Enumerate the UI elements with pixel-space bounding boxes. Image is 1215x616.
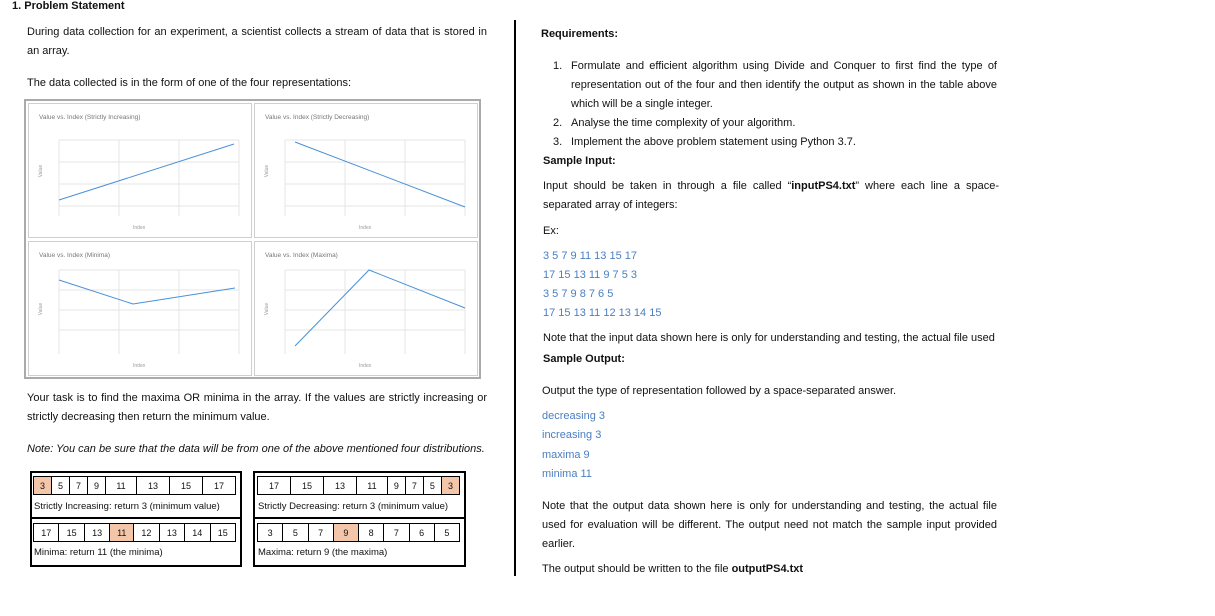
input-line: 3 5 7 9 8 7 6 5 xyxy=(543,288,614,300)
array-maxima xyxy=(257,523,460,542)
chart-strictly-increasing xyxy=(28,103,252,238)
caption-maxima: Maxima: return 9 (the maxima) xyxy=(258,547,388,558)
array-cell: 15 xyxy=(169,477,202,495)
caption-increasing: Strictly Increasing: return 3 (minimum value) xyxy=(34,501,220,512)
requirement-item xyxy=(553,114,997,133)
output-file-pre: The output should be written to the file xyxy=(542,563,732,575)
requirement-item xyxy=(553,133,997,152)
array-cell: 13 xyxy=(84,524,109,542)
column-divider xyxy=(514,20,516,576)
array-cell: 12 xyxy=(134,524,159,542)
y-axis-label: Value xyxy=(264,164,271,178)
note-paragraph: Note: You can be sure that the data will be from one of the above mentioned four distributions. xyxy=(27,443,485,455)
array-cell: 11 xyxy=(356,477,387,495)
output-line: increasing 3 xyxy=(542,429,602,441)
item-text: Implement the above problem statement using Python 3.7. xyxy=(571,136,856,148)
chart-plot xyxy=(255,104,477,237)
output-description: Output the type of representation followed by a space-separated answer. xyxy=(542,385,897,397)
array-cell: 15 xyxy=(59,524,84,542)
chart-title: Value vs. Index (Strictly Increasing) xyxy=(39,114,141,121)
input-line: 17 15 13 11 9 7 5 3 xyxy=(543,269,637,281)
array-cell: 15 xyxy=(210,524,235,542)
x-axis-label: Index xyxy=(359,363,372,369)
input-desc-pre: Input should be taken in through a file called “ xyxy=(543,180,792,192)
series-line xyxy=(59,144,234,200)
requirements-list xyxy=(553,57,997,152)
caption-decreasing: Strictly Decreasing: return 3 (minimum value) xyxy=(258,501,449,512)
forms-intro: The data collected is in the form of one of the four representations: xyxy=(27,77,352,89)
output-line: maxima 9 xyxy=(542,449,590,461)
output-line: decreasing 3 xyxy=(542,410,605,422)
array-cell: 9 xyxy=(88,477,106,495)
chart-title: Value vs. Index (Minima) xyxy=(39,252,111,259)
array-cell: 17 xyxy=(202,477,235,495)
output-file-name: outputPS4.txt xyxy=(731,563,804,575)
item-text: Analyse the time complexity of your algorithm. xyxy=(571,117,796,129)
box-divider xyxy=(253,517,466,519)
output-file-line xyxy=(542,560,803,579)
array-cell: 3 xyxy=(258,524,283,542)
x-axis-label: Index xyxy=(359,225,372,231)
input-description xyxy=(543,177,999,215)
input-note: Note that the input data shown here is only for understanding and testing, the actual file used xyxy=(543,332,995,344)
array-cell: 11 xyxy=(110,524,134,542)
task-paragraph: Your task is to find the maxima OR minima in the array. If the values are strictly increasing or strictly decreasing then return the minimum value. xyxy=(27,392,487,423)
input-desc-post: ” where each line a space-separated array of integers: xyxy=(543,180,1000,211)
chart-title: Value vs. Index (Strictly Decreasing) xyxy=(265,114,370,121)
array-cell: 5 xyxy=(52,477,70,495)
array-cell: 5 xyxy=(434,524,459,542)
array-increasing xyxy=(33,476,236,495)
array-cell: 7 xyxy=(70,477,88,495)
chart-plot xyxy=(29,242,251,375)
array-cell: 9 xyxy=(333,524,358,542)
requirement-item xyxy=(553,57,997,114)
array-cell: 8 xyxy=(359,524,384,542)
series-line xyxy=(295,142,465,207)
sample-output-heading: Sample Output: xyxy=(543,353,625,365)
caption-minima: Minima: return 11 (the minima) xyxy=(34,547,163,558)
series-line xyxy=(295,270,465,346)
y-axis-label: Value xyxy=(38,302,45,316)
chart-plot xyxy=(255,242,477,375)
item-text: Formulate and efficient algorithm using Divide and Conquer to first find the type of representation out of the four and then identify the output as shown in the table above which will be a single integer. xyxy=(571,60,997,110)
array-cell: 15 xyxy=(290,477,323,495)
chart-minima xyxy=(28,241,252,376)
box-divider xyxy=(30,517,242,519)
array-cell: 9 xyxy=(387,477,405,495)
array-cell: 7 xyxy=(405,477,423,495)
output-line: minima 11 xyxy=(542,468,592,480)
array-cell: 5 xyxy=(423,477,441,495)
array-cell: 13 xyxy=(159,524,184,542)
y-axis-label: Value xyxy=(38,164,45,178)
charts-panel xyxy=(24,99,481,379)
input-line: 17 15 13 11 12 13 14 15 xyxy=(543,307,662,319)
item-number: 1. xyxy=(553,60,563,72)
array-cell: 3 xyxy=(441,477,459,495)
array-cell: 11 xyxy=(106,477,137,495)
chart-strictly-decreasing xyxy=(254,103,478,238)
array-cell: 7 xyxy=(308,524,333,542)
section-heading: 1. Problem Statement xyxy=(12,0,125,12)
array-cell: 7 xyxy=(384,524,409,542)
input-file-name: inputPS4.txt xyxy=(791,180,856,192)
item-number: 2. xyxy=(553,117,563,129)
input-line: 3 5 7 9 11 13 15 17 xyxy=(543,250,637,262)
sample-input-heading: Sample Input: xyxy=(543,155,616,167)
y-axis-label: Value xyxy=(264,302,271,316)
array-minima xyxy=(33,523,236,542)
intro-paragraph: During data collection for an experiment, a scientist collects a stream of data that is stored in an array. xyxy=(27,26,487,57)
series-line xyxy=(59,280,235,304)
array-cell: 6 xyxy=(409,524,434,542)
array-cell: 13 xyxy=(323,477,356,495)
item-number: 3. xyxy=(553,136,563,148)
chart-maxima xyxy=(254,241,478,376)
array-cell: 17 xyxy=(258,477,291,495)
array-cell: 17 xyxy=(34,524,59,542)
array-cell: 5 xyxy=(283,524,308,542)
output-note: Note that the output data shown here is only for understanding and testing, the actual file used for evaluation will be different. The output need not match the sample input provided earlier. xyxy=(542,500,997,550)
chart-plot xyxy=(29,104,251,237)
array-cell: 13 xyxy=(136,477,169,495)
requirements-heading: Requirements: xyxy=(541,28,619,40)
x-axis-label: Index xyxy=(133,225,146,231)
array-cell: 3 xyxy=(34,477,52,495)
x-axis-label: Index xyxy=(133,363,146,369)
ex-label: Ex: xyxy=(543,225,559,237)
array-decreasing xyxy=(257,476,460,495)
chart-title: Value vs. Index (Maxima) xyxy=(265,252,338,259)
array-cell: 14 xyxy=(185,524,210,542)
